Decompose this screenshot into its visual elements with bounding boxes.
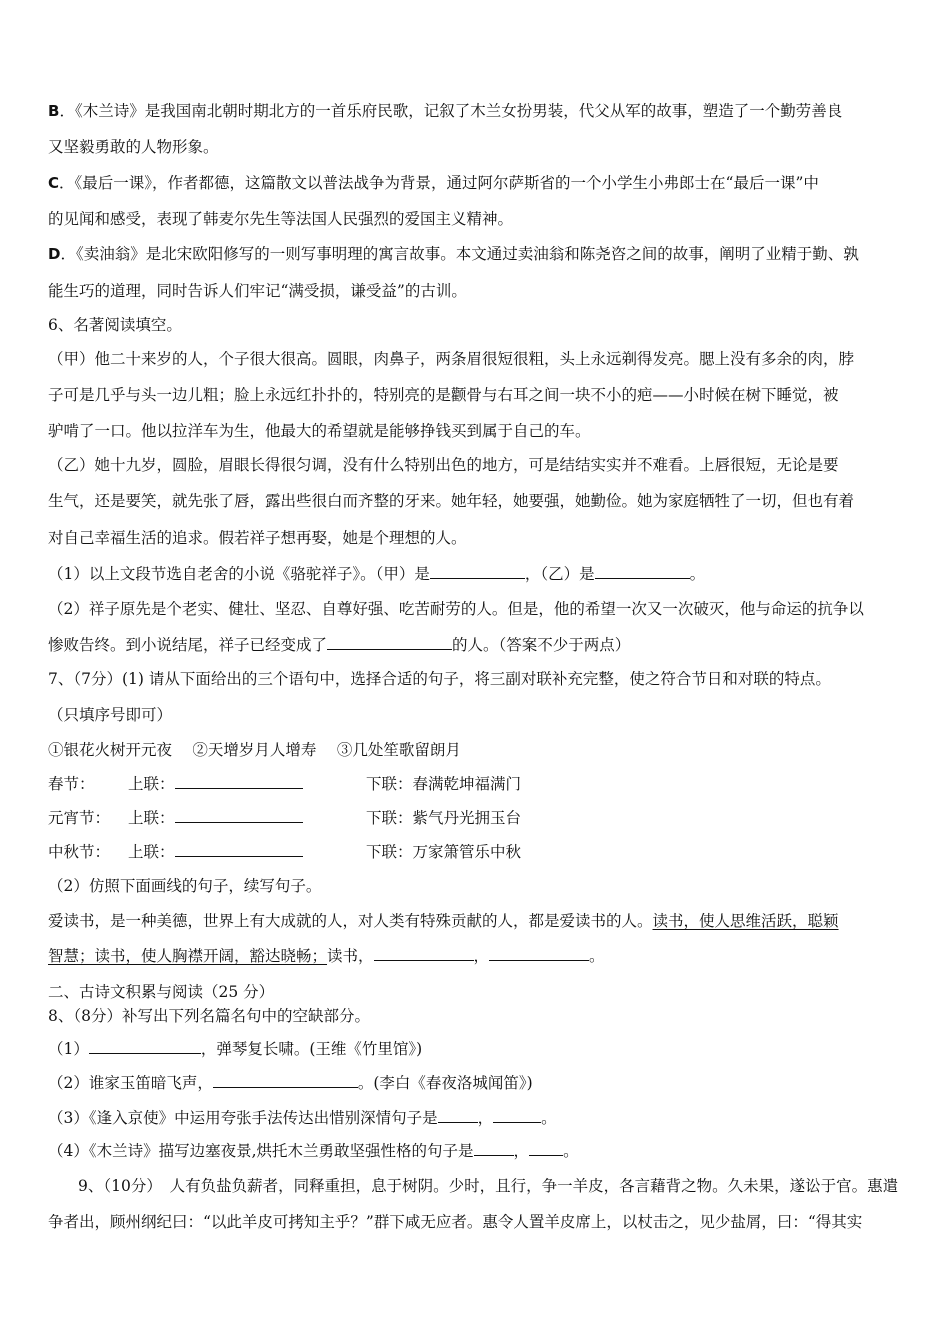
q7-q2-blank-1[interactable] [374, 946, 474, 961]
option-b-line-2: 又坚毅勇敢的人物形象。 [48, 138, 219, 156]
q8-blank-6[interactable] [529, 1141, 563, 1156]
q9-line-1: 9、（10分） 人有负盐负薪者，同释重担，息于树阴。少时，且行，争一羊皮，各言藉背之物。久未果，遂讼于官。惠遣 [78, 1177, 899, 1195]
q8-l3-text: （3）《逢入京使》中运用夸张手法传达出惜别深情句子是 [48, 1109, 438, 1127]
q6-question-1 [48, 564, 705, 584]
q6-q2-text: 惨败告终。到小说结尾，祥子已经变成了 [48, 636, 328, 654]
q6-yi-line-2: 生气，还是要笑，就先张了唇，露出些很白而齐整的牙来。她年轻，她要强，她勤俭。她为家庭牺牲了一切，但也有着 [48, 492, 855, 510]
period: 。 [563, 1142, 579, 1160]
option-c-line-2: 的见闻和感受，表现了韩麦尔先生等法国人民强烈的爱国主义精神。 [48, 210, 514, 228]
q6-q2-blank[interactable] [327, 635, 452, 650]
q7-q2-underlined-1: 读书，使人思维活跃，聪颖 [652, 912, 839, 930]
q6-question-2-line-1: （2）祥子原先是个老实、健壮、坚忍、自尊好强、吃苦耐劳的人。但是，他的希望一次又一次破灭，他与命运的抗争以 [48, 600, 864, 618]
q6-q1-text-2: ，（乙）是 [524, 565, 595, 583]
upper-label: 上联： [128, 775, 175, 793]
q8-l4-text: （4）《木兰诗》描写边塞夜景,烘托木兰勇敢坚强性格的句子是 [48, 1142, 474, 1160]
option-b-text: ．《木兰诗》是我国南北朝时期北方的一首乐府民歌，记叙了木兰女扮男装，代父从军的故事，塑造了一个勤劳善良 [59, 102, 843, 120]
q8-l2-end: 。(李白《春夜洛城闻笛》) [357, 1074, 533, 1092]
period: 。 [589, 947, 605, 965]
q8-title: 8、（8分）补写出下列名篇名句中的空缺部分。 [48, 1007, 370, 1025]
q6-q2-text-2: 的人。（答案不少于两点） [452, 636, 631, 654]
q7-row-spring-upper [128, 774, 303, 794]
q7-q2-title: （2）仿照下面画线的句子，续写句子。 [48, 877, 322, 895]
option-d-line-2: 能生巧的道理，同时告诉人们牢记“满受损，谦受益”的古训。 [48, 282, 467, 300]
q6-yi-line-3: 对自己幸福生活的追求。假若祥子想再娶，她是个理想的人。 [48, 529, 467, 547]
q7-row-midautumn-upper [128, 842, 303, 862]
option-b-label: B [48, 102, 60, 120]
option-c-text: ．《最后一课》，作者都德，这篇散文以普法战争为背景，通过阿尔萨斯省的一个小学生小弗郎士在“最后一课”中 [59, 174, 819, 192]
option-d-label: D [48, 245, 61, 263]
q7-row-spring-festival: 春节： [48, 775, 95, 793]
option-c-label: C [48, 174, 60, 192]
q7-options: ①银花火树开元夜 ②天增岁月人增寿 ③几处笙歌留朗月 [48, 741, 461, 759]
q8-l2-text: （2）谁家玉笛暗飞声， [48, 1074, 213, 1092]
q6-yi-line-1: （乙）她十九岁，圆脸，眉眼长得很匀调，没有什么特别出色的地方，可是结结实实并不难看。上唇很短，无论是要 [48, 456, 839, 474]
q7-row-lantern-lower: 下联：紫气丹光拥玉台 [366, 809, 522, 827]
q7-q2-line-2 [48, 946, 605, 966]
option-d-text: ．《卖油翁》是北宋欧阳修写的一则写事明理的寓言故事。本文通过卖油翁和陈尧咨之间的故事，阐明了业精于勤、孰 [60, 245, 859, 263]
couplet-blank[interactable] [175, 808, 303, 823]
q6-title: 6、名著阅读填空。 [48, 316, 182, 334]
q7-row-spring-lower: 下联：春满乾坤福满门 [366, 775, 522, 793]
q7-note: （只填序号即可） [48, 706, 173, 724]
q7-q2-intro: 爱读书，是一种美德，世界上有大成就的人，对人类有特殊贡献的人，都是爱读书的人。 [48, 912, 653, 930]
q9-line-2: 争者出，顾州纲纪曰：“以此羊皮可拷知主乎？”群下咸无应者。惠令人置羊皮席上，以杖击之，见少盐屑，曰：“得其实 [48, 1213, 863, 1231]
comma: ， [473, 947, 490, 965]
couplet-blank[interactable] [175, 842, 303, 857]
q7-row-midautumn-festival: 中秋节： [48, 843, 111, 861]
q6-q1-end: 。 [689, 565, 706, 583]
q8-line-2 [48, 1073, 533, 1093]
period: 。 [541, 1109, 557, 1127]
q7-q2-line-1 [48, 911, 839, 931]
q8-line-1 [48, 1039, 422, 1059]
upper-label: 上联： [128, 843, 175, 861]
q6-q1-text: （1）以上文段节选自老舍的小说《骆驼祥子》。（甲）是 [48, 565, 430, 583]
q8-blank-5[interactable] [474, 1141, 514, 1156]
q7-title: 7、（7分）(1) 请从下面给出的三个语句中，选择合适的句子，将三副对联补充完整，使之符合节日和对联的特点。 [48, 670, 831, 688]
q7-row-midautumn-lower: 下联：万家箫管乐中秋 [366, 843, 522, 861]
q8-l1-num: （1） [48, 1040, 89, 1058]
couplet-blank[interactable] [175, 774, 303, 789]
q6-jia-line-3: 驴啃了一口。他以拉洋车为生，他最大的希望就是能够挣钱买到属于自己的车。 [48, 422, 591, 440]
q8-line-4 [48, 1141, 579, 1161]
q8-blank-2[interactable] [213, 1073, 358, 1088]
q7-q2-continue: 读书， [327, 947, 374, 965]
q7-q2-blank-2[interactable] [489, 946, 589, 961]
q6-question-2-line-2 [48, 635, 630, 655]
q8-l1-text: ，弹琴复长啸。(王维《竹里馆》) [200, 1040, 423, 1058]
q7-row-lantern-upper [128, 808, 303, 828]
comma: ， [513, 1142, 530, 1160]
section-2-title: 二、古诗文积累与阅读（25 分） [48, 983, 275, 1001]
q6-jia-line-2: 子可是几乎与头一边儿粗；脸上永远红扑扑的，特别亮的是颧骨与右耳之间一块不小的疤——小时候在树下睡觉，被 [48, 386, 839, 404]
q8-blank-4[interactable] [493, 1108, 541, 1123]
option-c-line-1 [48, 173, 819, 193]
option-d-line-1 [48, 244, 859, 264]
q8-blank-1[interactable] [89, 1039, 201, 1054]
option-b-line-1 [48, 101, 842, 121]
q7-row-lantern-festival: 元宵节： [48, 809, 111, 827]
q6-q1-blank-yi[interactable] [595, 564, 690, 579]
q8-line-3 [48, 1108, 557, 1128]
upper-label: 上联： [128, 809, 175, 827]
q6-q1-blank-jia[interactable] [430, 564, 525, 579]
q8-blank-3[interactable] [438, 1108, 478, 1123]
q7-q2-underlined-2: 智慧；读书，使人胸襟开阔，豁达晓畅； [48, 947, 328, 965]
comma: ， [477, 1109, 494, 1127]
q6-jia-line-1: （甲）他二十来岁的人，个子很大很高。圆眼，肉鼻子，两条眉很短很粗，头上永远剃得发亮。腮上没有多余的肉，脖 [48, 350, 855, 368]
